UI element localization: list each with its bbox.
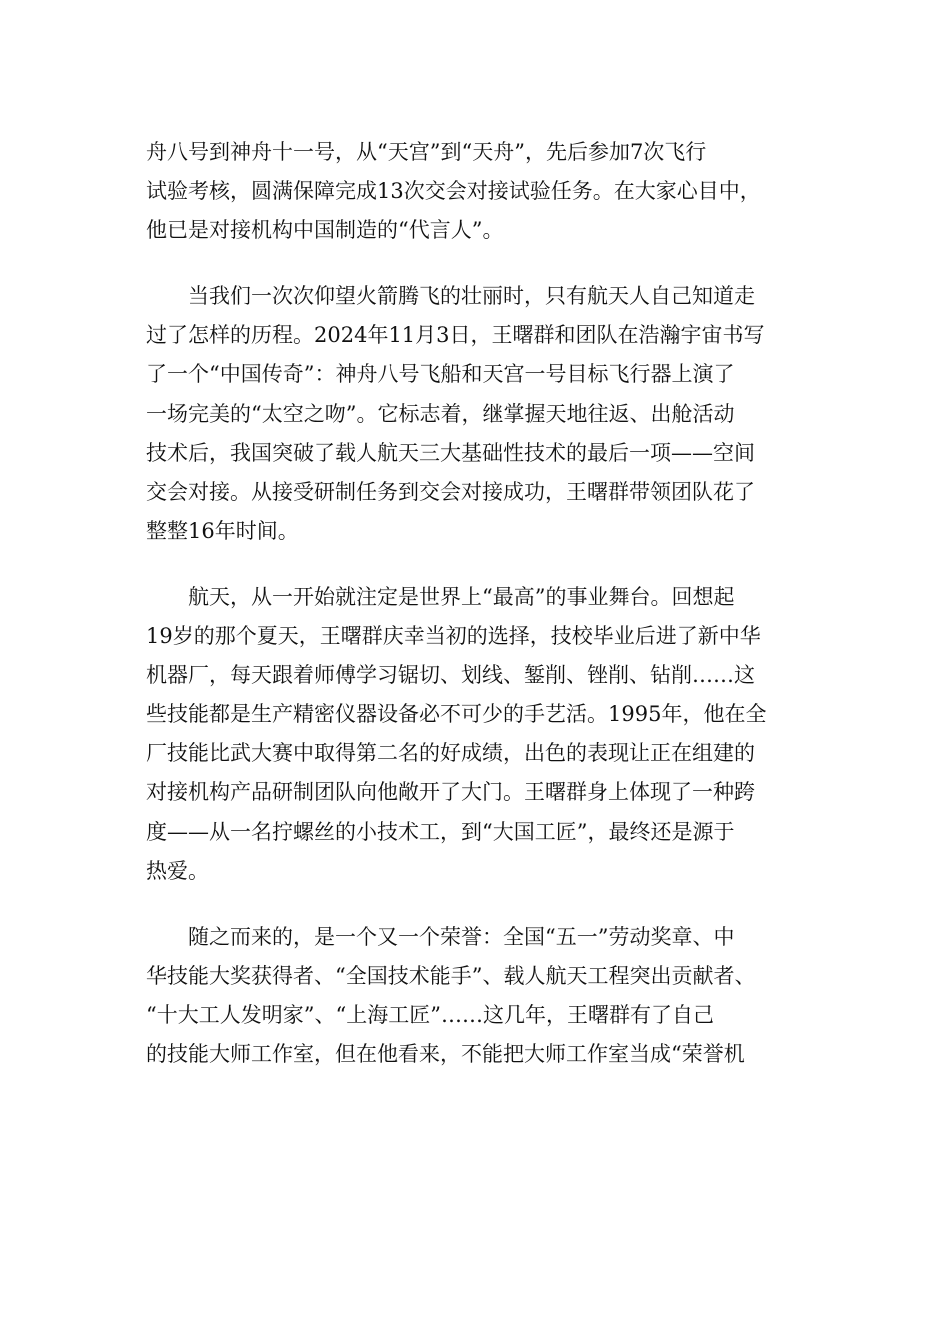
text-line: 随之而来的，是一个又一个荣誉：全国“五一”劳动奖章、中 [188, 924, 735, 949]
text-line: 技术后，我国突破了载人航天三大基础性技术的最后一项——空间 [146, 440, 755, 465]
paragraph [146, 277, 808, 551]
text-line: 舟八号到神舟十一号，从“天宫”到“天舟”，先后参加7次飞行 [146, 140, 707, 164]
text-line: 对接机构产品研制团队向他敞开了大门。王曙群身上体现了一种跨 [146, 780, 755, 805]
text-line: 一场完美的“太空之吻”。它标志着，继掌握天地往返、出舱活动 [146, 401, 735, 426]
text-line: 热爱。 [146, 858, 209, 883]
text-line: 华技能大奖获得者、“全国技术能手”、载人航天工程突出贡献者、 [146, 963, 756, 988]
paragraph [146, 578, 808, 891]
text-line: 机器厂，每天跟着师傅学习锯切、划线、錾削、锉削、钻削……这 [146, 663, 755, 688]
text-line: 了一个“中国传奇”：神舟八号飞船和天宫一号目标飞行器上演了 [146, 362, 735, 387]
text-line: “十大工人发明家”、“上海工匠”……这几年，王曙群有了自己 [146, 1002, 714, 1027]
document-body [146, 133, 808, 1074]
paragraph [146, 918, 808, 1074]
text-line: 厂技能比武大赛中取得第二名的好成绩，出色的表现让正在组建的 [146, 741, 755, 766]
paragraph-continued [146, 133, 808, 250]
text-line: 交会对接。从接受研制任务到交会对接成功，王曙群带领团队花了 [146, 479, 755, 504]
text-line: 的技能大师工作室，但在他看来，不能把大师工作室当成“荣誉机 [146, 1041, 745, 1066]
text-line: 些技能都是生产精密仪器设备必不可少的手艺活。1995年，他在全 [146, 702, 767, 727]
text-line: 他已是对接机构中国制造的“代言人”。 [146, 218, 504, 243]
text-line: 当我们一次次仰望火箭腾飞的壮丽时，只有航天人自己知道走 [188, 284, 755, 309]
text-line: 试验考核，圆满保障完成13次交会对接试验任务。在大家心目中， [146, 179, 761, 204]
text-line: 航天，从一开始就注定是世界上“最高”的事业舞台。回想起 [188, 584, 735, 609]
text-line: 19岁的那个夏天，王曙群庆幸当初的选择，技校毕业后进了新中华 [146, 624, 761, 649]
text-line: 度——从一名拧螺丝的小技术工，到“大国工匠”，最终还是源于 [146, 819, 735, 844]
text-line: 过了怎样的历程。2024年11月3日，王曙群和团队在浩瀚宇宙书写 [146, 323, 765, 348]
text-line: 整整16年时间。 [146, 518, 299, 543]
